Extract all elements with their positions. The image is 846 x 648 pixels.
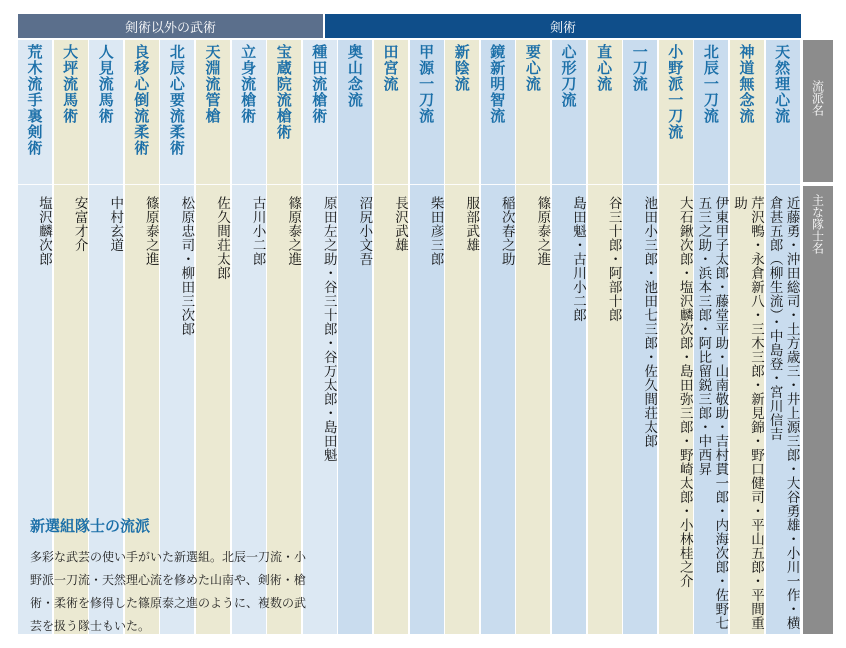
- school-column: [694, 40, 728, 634]
- member-names: 伊東甲子太郎・藤堂平助・山南敬助・吉村貫一郎・内海次郎・佐野七五三之助・浜本三郎・阿比留鋭三郎・中西昇: [695, 196, 729, 630]
- header-other-martial-arts: 剣術以外の武術: [18, 14, 323, 38]
- school-name: 甲源一刀流: [417, 44, 436, 124]
- header-kenjutsu: 剣術: [325, 14, 801, 38]
- school-name: 大坪流馬術: [61, 44, 80, 124]
- school-name: 天淵流管槍: [203, 44, 222, 124]
- member-names: 沼尻小文吾: [356, 196, 373, 266]
- school-column: [481, 40, 515, 634]
- note-box: [30, 515, 310, 638]
- member-names: 松原忠司・柳田三次郎: [178, 196, 195, 336]
- school-name: 北辰一刀流: [701, 44, 720, 124]
- member-names: 塩沢麟次郎: [36, 196, 52, 266]
- school-name: 神道無念流: [737, 44, 756, 124]
- school-column: [445, 40, 479, 634]
- school-column: [766, 40, 800, 634]
- school-name: 鏡新明智流: [488, 44, 507, 124]
- member-names: 池田小三郎・池田七三郎・佐久間荘太郎: [641, 196, 658, 448]
- members-label: 主な隊士名: [810, 194, 825, 254]
- member-names: 大石鍬次郎・塩沢麟次郎・島田弥三郎・野崎太郎・小林桂之介: [676, 196, 693, 588]
- school-name: 良移心倒流柔術: [132, 44, 151, 156]
- school-column: [588, 40, 622, 634]
- member-names: 古川小二郎: [249, 196, 266, 266]
- member-names: 長沢武雄: [392, 196, 408, 252]
- school-name: 一刀流: [630, 44, 649, 92]
- school-column: [410, 40, 444, 634]
- school-name: 奥山念流: [345, 44, 364, 108]
- school-column: [374, 40, 408, 634]
- note-body: 多彩な武芸の使い手がいた新選組。北辰一刀流・小野派一刀流・天然理心流を修めた山南や、剣術・槍術・柔術を修得した篠原泰之進のように、複数の武芸を扱う隊士もいた。: [30, 550, 307, 633]
- member-names: 篠原泰之進: [285, 196, 302, 266]
- school-name: 天然理心流: [773, 44, 792, 124]
- school-name: 田宮流: [381, 44, 400, 92]
- school-name: 種田流槍術: [310, 44, 329, 124]
- member-names: 谷三十郎・阿部十郎: [605, 196, 622, 322]
- school-name: 宝蔵院流槍術: [274, 44, 293, 140]
- member-names: 原田左之助・谷三十郎・谷万太郎・島田魁: [320, 196, 337, 462]
- member-names: 中村玄道: [107, 196, 124, 252]
- member-names: 服部武雄: [463, 196, 480, 252]
- school-name: 直心流: [595, 44, 614, 92]
- school-label-cell: [803, 40, 833, 182]
- member-names: 近藤勇・沖田総司・土方歳三・井上源三郎・大谷勇雄・小川一作・横倉甚五郎（柳生流）・中島登・宮川信吉: [766, 196, 800, 630]
- row-divider: [18, 184, 801, 185]
- member-names: 島田魁・古川小二郎: [570, 196, 586, 322]
- school-name: 要心流: [523, 44, 542, 92]
- school-column: [516, 40, 550, 634]
- school-name: 北辰心要流柔術: [167, 44, 186, 156]
- school-column: [338, 40, 372, 634]
- school-name: 新陰流: [452, 44, 471, 92]
- school-column: [623, 40, 657, 634]
- member-names: 篠原泰之進: [142, 196, 159, 266]
- members-label-cell: [803, 186, 833, 634]
- school-label: 流派名: [810, 80, 825, 116]
- school-name: 人見流馬術: [96, 44, 115, 124]
- school-column: [730, 40, 764, 634]
- school-name: 荒木流手裏剣術: [25, 44, 44, 156]
- member-names: 柴田彦三郎: [427, 196, 444, 266]
- member-names: 安富才介: [71, 196, 88, 252]
- school-name: 立身流槍術: [239, 44, 258, 124]
- school-column: [552, 40, 586, 634]
- member-names: 篠原泰之進: [534, 196, 551, 266]
- school-name: 小野派一刀流: [666, 44, 685, 140]
- member-names: 芹沢鴨・永倉新八・三木三郎・新見錦・野口健司・平山五郎・平間重助: [731, 196, 764, 630]
- member-names: 稲次春之助: [498, 196, 515, 266]
- member-names: 佐久間荘太郎: [214, 196, 230, 280]
- note-title: 新選組隊士の流派: [30, 517, 151, 535]
- school-name: 心形刀流: [559, 44, 578, 108]
- school-column: [659, 40, 693, 634]
